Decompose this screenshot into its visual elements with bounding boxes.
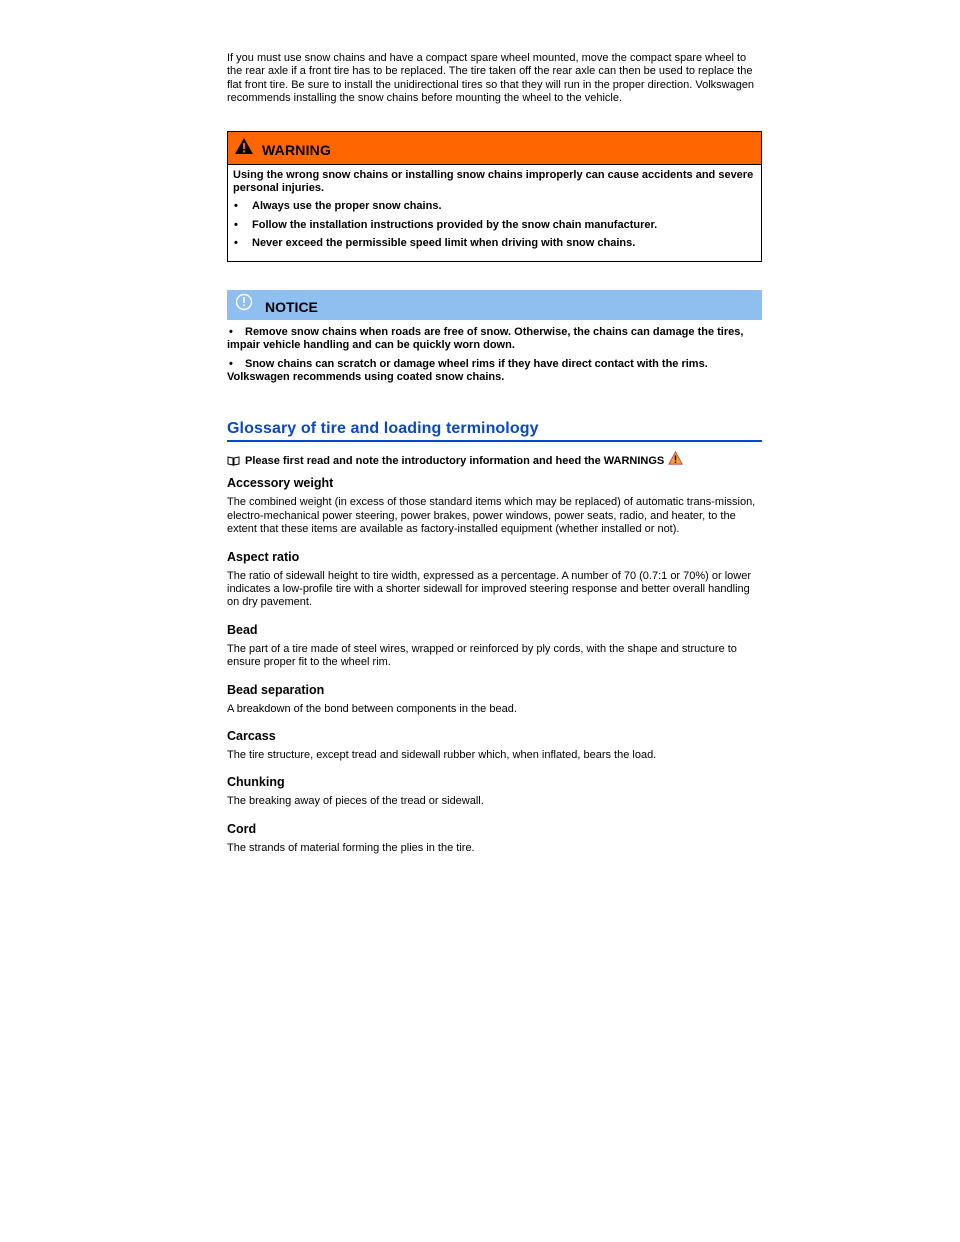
notice-header	[227, 290, 762, 320]
warning-header	[228, 132, 761, 165]
page-content	[227, 52, 762, 855]
warning-list	[233, 200, 756, 250]
bullet-icon: •	[229, 326, 233, 339]
notice-title: NOTICE	[265, 299, 318, 316]
glossary-definition: The part of a tire made of steel wires, wrapped or reinforced by ply cords, with the shape and structure to ensure proper fit to the wheel rim.	[227, 642, 737, 669]
list-item: • Follow the installation instructions provided by the snow chain manufacturer.	[234, 218, 658, 231]
glossary-term: Carcass	[227, 728, 276, 743]
list-item: • Never exceed the permissible speed limit when driving with snow chains.	[234, 236, 636, 249]
glossary-definition: The tire structure, except tread and sidewall rubber which, when inflated, bears the load.	[227, 748, 657, 761]
intro-paragraph: If you must use snow chains and have a compact spare wheel mounted, move the compact spare wheel to the rear axle if a front tire has to be replaced. The tire taken off the rear axle can then be used to replace the flat front tire. Be sure to install the unidirectional tires so that they will run in the proper direction. Volkswagen recommends installing the snow chains before mounting the wheel to the vehicle.	[227, 52, 755, 105]
list-item: • Always use the proper snow chains.	[234, 200, 442, 213]
glossary-term: Aspect ratio	[227, 549, 300, 564]
glossary-definition: The strands of material forming the plies in the tire.	[227, 841, 475, 854]
warning-box	[227, 131, 762, 262]
notice-box	[227, 290, 762, 384]
list-item: • Remove snow chains when roads are free of snow. Otherwise, the chains can damage the tires, impair vehicle handling and can be quickly worn down.	[227, 326, 744, 352]
bullet-icon: •	[234, 218, 238, 231]
warning-triangle-icon[interactable]	[668, 451, 683, 465]
list-item: • Snow chains can scratch or damage wheel rims if they have direct contact with the rims. Volkswagen recommends using coated snow chains.	[227, 357, 708, 383]
warning-title: WARNING	[262, 141, 332, 158]
glossary-definition: The ratio of sidewall height to tire width, expressed as a percentage. A number of 70 (0.7:1 or 70%) or lower indicates a low-profile tire with a shorter sidewall for improved steering response and better overall handling on dry pavement.	[227, 569, 752, 609]
read-first-note[interactable]	[227, 455, 762, 467]
section-title: Glossary of tire and loading terminology	[227, 420, 762, 442]
bullet-icon: •	[229, 357, 233, 370]
read-first-text: Please first read and note the introductory information and heed the WARNINGS	[245, 455, 665, 468]
glossary-term: Bead separation	[227, 682, 325, 697]
notice-body	[227, 320, 762, 384]
bullet-icon: •	[234, 200, 238, 213]
book-icon	[227, 456, 240, 466]
glossary-term: Cord	[227, 821, 257, 836]
warning-body	[228, 165, 761, 261]
notice-exclamation-icon	[235, 293, 253, 311]
glossary-term: Bead	[227, 622, 258, 637]
glossary-definition: A breakdown of the bond between components in the bead.	[227, 702, 517, 715]
glossary-definition: The breaking away of pieces of the tread or sidewall.	[227, 795, 484, 808]
glossary-definition: The combined weight (in excess of those standard items which may be replaced) of automatic trans-mission, electro-mechanical power steering, power brakes, power windows, power seats, radio, and heater, to the extent that these items are available as factory-installed equipment (whether installed or not).	[227, 496, 756, 536]
warning-lead: Using the wrong snow chains or installing snow chains improperly can cause accidents and severe personal injuries.	[233, 168, 754, 194]
warning-triangle-icon	[234, 137, 254, 155]
glossary-term: Accessory weight	[227, 476, 334, 491]
glossary-term: Chunking	[227, 775, 285, 790]
bullet-icon: •	[234, 236, 238, 249]
